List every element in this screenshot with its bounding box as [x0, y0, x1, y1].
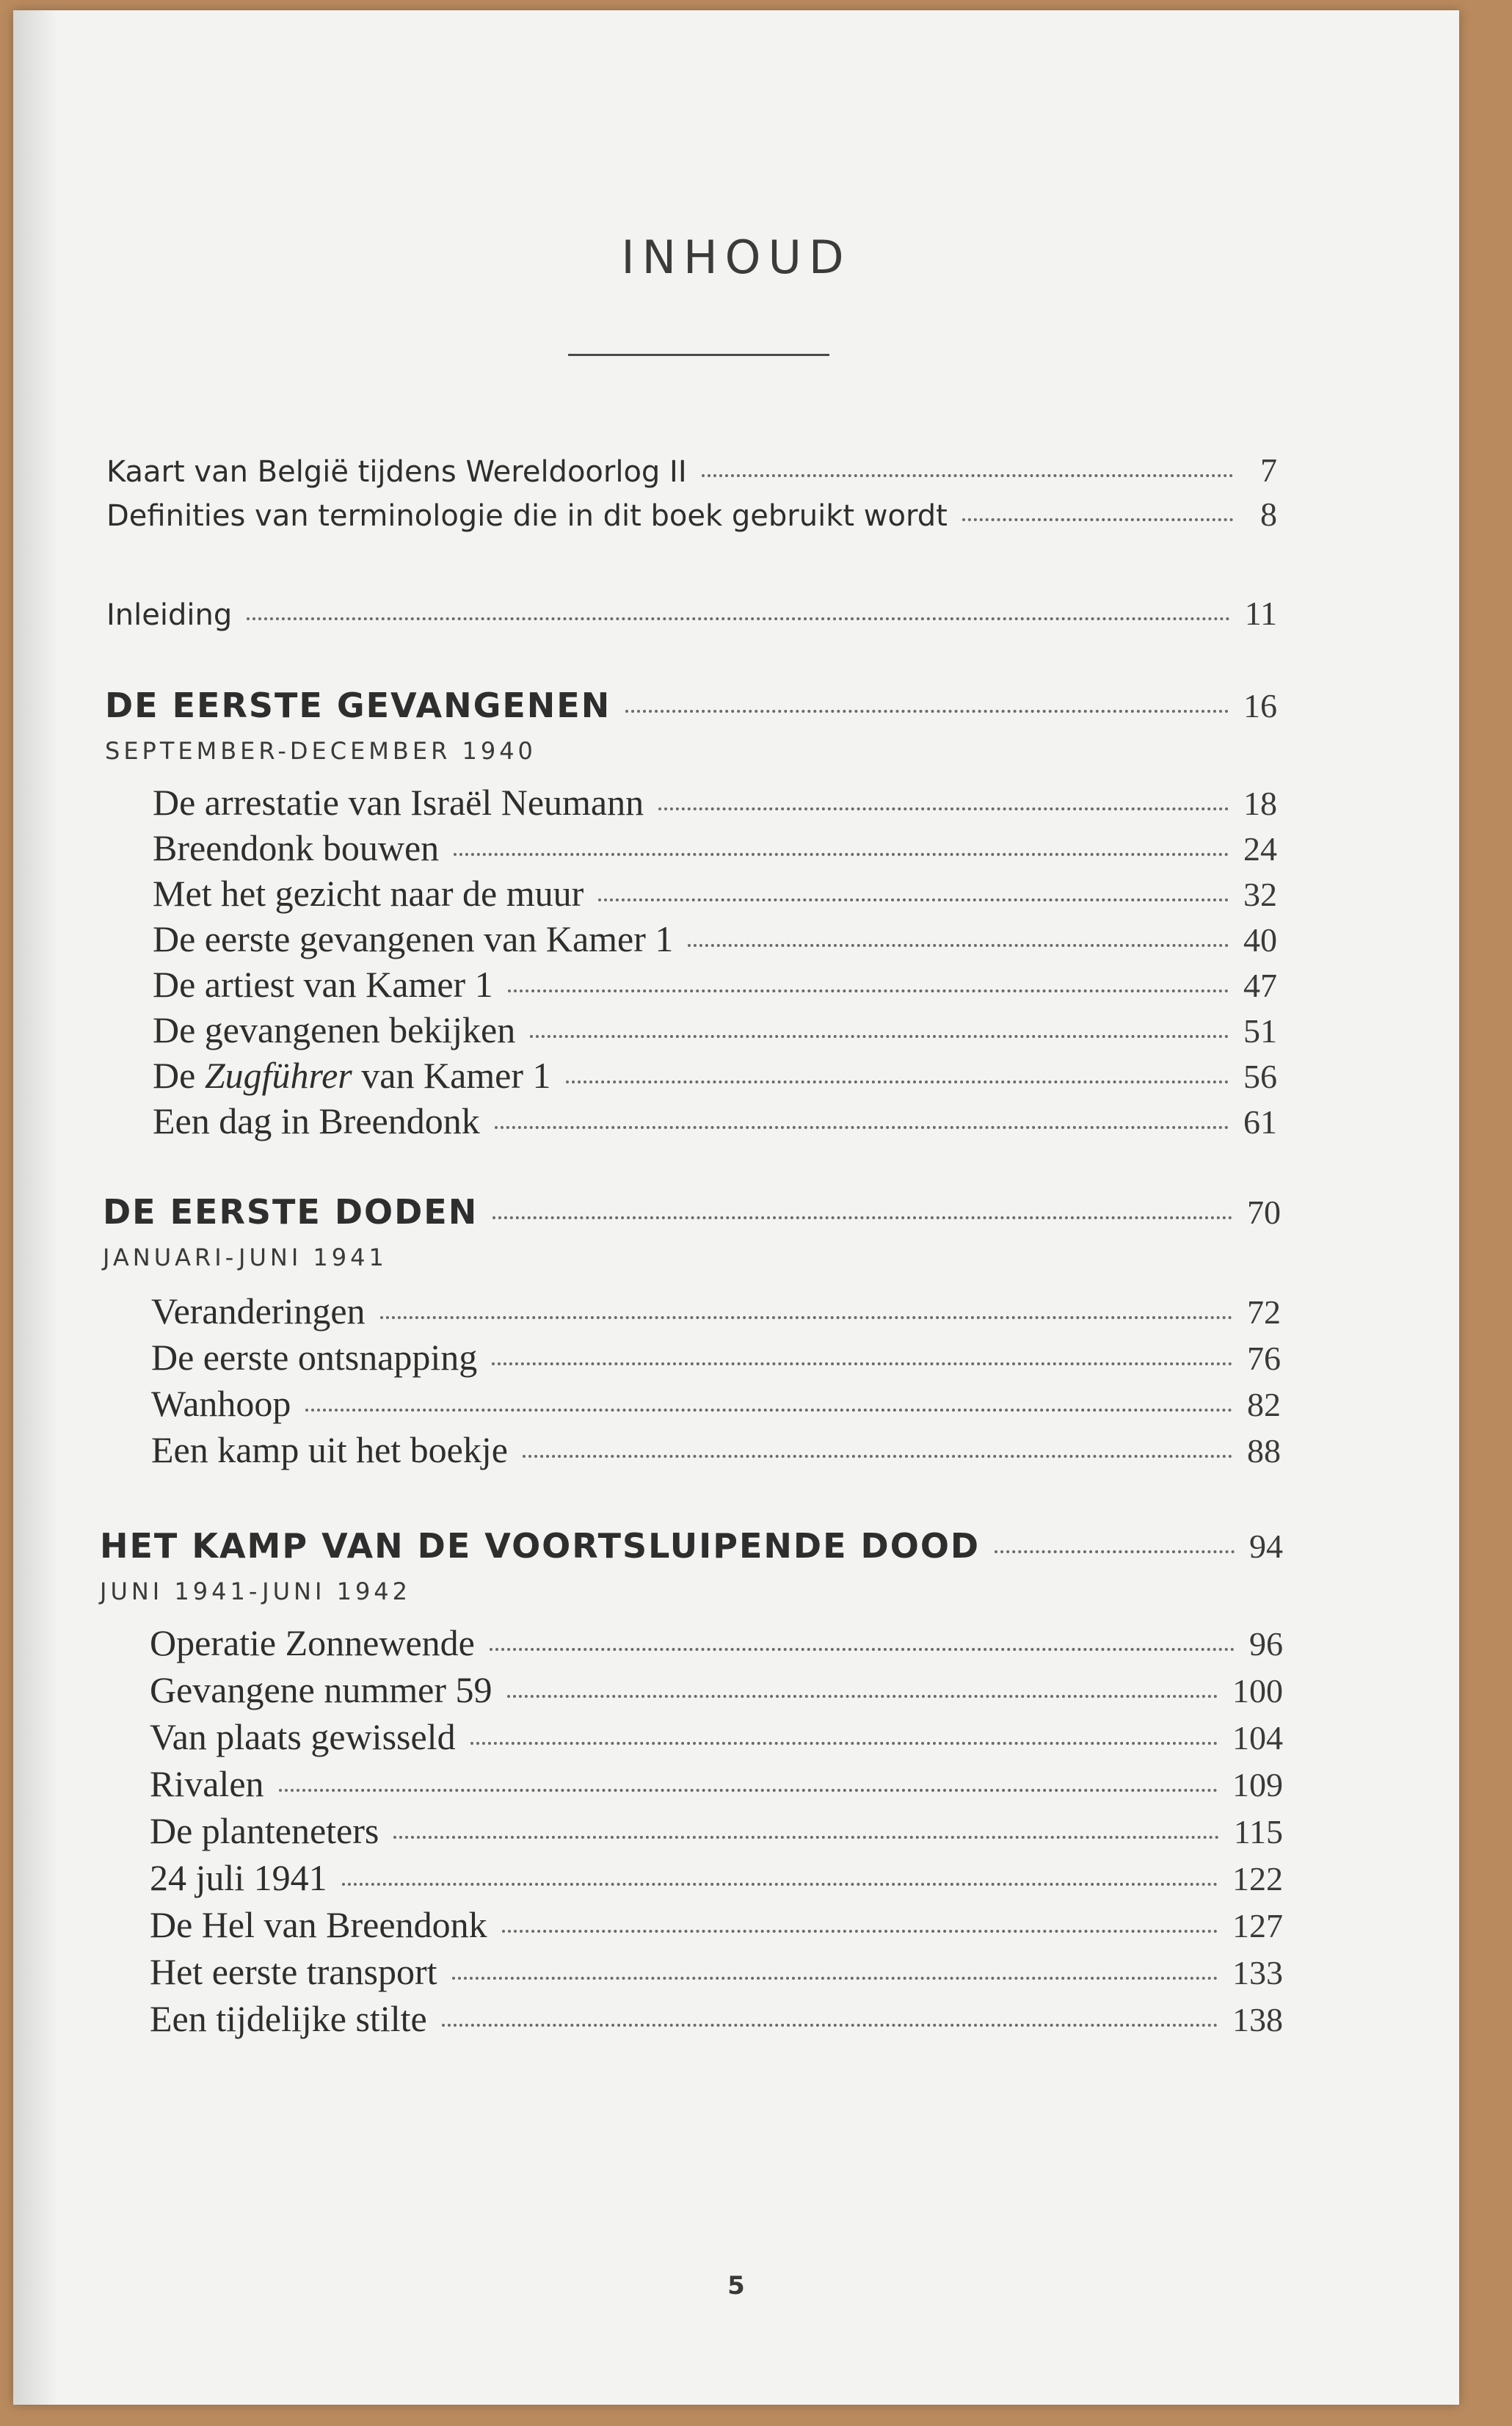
section-title: De eerste gevangenen van Kamer 1 [153, 918, 674, 959]
toc-section [151, 1290, 1281, 1334]
chapter-title: DE EERSTE DODEN [103, 1192, 479, 1232]
toc-entry-label: Definities van terminologie die in dit boek gebruikt wordt [106, 499, 948, 533]
chapter-heading [105, 686, 1277, 730]
toc-page-number: 127 [1232, 1907, 1283, 1944]
toc-page-number: 24 [1243, 830, 1277, 868]
section-title: Van plaats gewisseld [150, 1716, 456, 1757]
dot-leader [995, 1550, 1235, 1553]
section-title: Operatie Zonnewende [150, 1622, 475, 1663]
toc-section [153, 1054, 1277, 1098]
toc-page-number: 138 [1232, 2001, 1283, 2038]
toc-page-number: 47 [1243, 967, 1277, 1004]
dot-leader [625, 710, 1229, 713]
section-title: Breendonk bouwen [153, 827, 440, 868]
section-title: Het eerste transport [150, 1951, 437, 1992]
chapter-heading [100, 1526, 1283, 1570]
dot-leader [508, 989, 1229, 992]
toc-section [153, 918, 1277, 962]
toc-section [150, 1950, 1283, 1994]
toc-section [150, 1621, 1283, 1666]
section-title [153, 1054, 551, 1097]
dot-leader [470, 1742, 1218, 1745]
section-title: De planteneters [150, 1810, 379, 1851]
chapter-title: HET KAMP VAN DE VOORTSLUIPENDE DOOD [100, 1526, 981, 1566]
dot-leader [305, 1409, 1232, 1412]
toc-entry-definitions [106, 495, 1277, 539]
chapter-heading [103, 1192, 1281, 1236]
chapter-dates: JANUARI-JUNI 1941 [103, 1243, 388, 1271]
toc-page-number: 100 [1232, 1672, 1283, 1710]
dot-leader [598, 898, 1229, 901]
section-title: Veranderingen [151, 1290, 366, 1332]
toc-section [150, 1809, 1283, 1853]
section-title: 24 juli 1941 [150, 1857, 327, 1898]
chapter-dates: JUNI 1941-JUNI 1942 [100, 1577, 412, 1605]
toc-page-number: 82 [1247, 1386, 1281, 1423]
toc-page-number: 72 [1247, 1293, 1281, 1331]
toc-section [153, 963, 1277, 1007]
dot-leader [530, 1035, 1229, 1038]
dot-leader [393, 1836, 1218, 1839]
section-title-pre: De [153, 1055, 205, 1096]
toc-page-number: 96 [1249, 1625, 1283, 1663]
section-title: De gevangenen bekijken [153, 1009, 516, 1050]
toc-page-number: 40 [1243, 921, 1277, 959]
section-title: Een tijdelijke stilte [150, 1998, 427, 2039]
section-title: Een dag in Breendonk [153, 1100, 480, 1141]
toc-entry-introduction [106, 594, 1277, 638]
toc-section [151, 1382, 1281, 1426]
section-title: Wanhoop [151, 1383, 291, 1424]
dot-leader [702, 474, 1233, 477]
toc-section [153, 827, 1277, 871]
dot-leader [502, 1930, 1218, 1933]
toc-section [153, 1100, 1277, 1144]
section-title: Rivalen [150, 1763, 264, 1804]
toc-page-number: 70 [1247, 1194, 1281, 1231]
section-title: Met het gezicht naar de muur [153, 873, 584, 914]
toc-section [150, 1856, 1283, 1900]
toc-entry-label: Inleiding [106, 598, 233, 632]
dot-leader [962, 518, 1233, 521]
toc-page-number: 16 [1243, 687, 1277, 724]
section-title: De artiest van Kamer 1 [153, 964, 493, 1005]
dot-leader [490, 1648, 1235, 1651]
toc-section [151, 1336, 1281, 1380]
section-title-post: van Kamer 1 [352, 1055, 551, 1096]
dot-leader [380, 1316, 1232, 1319]
dot-leader [492, 1362, 1232, 1365]
toc-page-number: 115 [1233, 1813, 1283, 1851]
toc-section [150, 1715, 1283, 1759]
toc-page-number: 8 [1260, 495, 1277, 533]
toc-section [150, 1997, 1283, 2041]
toc-entry-map [106, 451, 1277, 495]
toc-page-number: 11 [1244, 595, 1277, 632]
book-page [13, 10, 1459, 2405]
toc-page-number: 18 [1243, 785, 1277, 822]
chapter-title: DE EERSTE GEVANGENEN [105, 686, 611, 725]
toc-page-number: 109 [1232, 1766, 1283, 1804]
toc-entry-label: Kaart van België tijdens Wereldoorlog II [106, 455, 687, 489]
toc-page-number: 133 [1232, 1954, 1283, 1991]
dot-leader [658, 807, 1229, 810]
title-rule [568, 354, 829, 356]
toc-page-number: 94 [1249, 1528, 1283, 1565]
section-title: De Hel van Breendonk [150, 1904, 487, 1945]
section-title: De eerste ontsnapping [151, 1337, 478, 1378]
dot-leader [452, 1977, 1218, 1980]
dot-leader [507, 1695, 1218, 1698]
toc-page-number: 32 [1243, 876, 1277, 913]
dot-leader [454, 853, 1229, 856]
toc-section [150, 1903, 1283, 1947]
section-title: De arrestatie van Israël Neumann [153, 782, 644, 823]
toc-page-number: 61 [1243, 1103, 1277, 1141]
section-title: Een kamp uit het boekje [151, 1429, 508, 1470]
toc-section [153, 781, 1277, 825]
toc-section [153, 1009, 1277, 1053]
dot-leader [523, 1455, 1232, 1458]
section-title-italic: Zugführer [204, 1055, 352, 1096]
dot-leader [495, 1126, 1229, 1129]
toc-section [151, 1428, 1281, 1472]
dot-leader [493, 1216, 1232, 1219]
toc-section [150, 1762, 1283, 1806]
toc-section [150, 1668, 1283, 1713]
dot-leader [566, 1081, 1229, 1083]
dot-leader [688, 944, 1229, 947]
toc-page-number: 104 [1232, 1719, 1283, 1757]
toc-section [153, 872, 1277, 916]
dot-leader [342, 1883, 1218, 1886]
dot-leader [279, 1789, 1218, 1792]
page-number: 5 [727, 2271, 745, 2300]
toc-page-number: 122 [1232, 1860, 1283, 1897]
page-title: INHOUD [621, 230, 851, 284]
dot-leader [247, 617, 1229, 620]
chapter-dates: SEPTEMBER-DECEMBER 1940 [105, 737, 537, 765]
toc-page-number: 76 [1247, 1340, 1281, 1377]
toc-page-number: 51 [1243, 1012, 1277, 1050]
section-title: Gevangene nummer 59 [150, 1669, 493, 1710]
toc-page-number: 88 [1247, 1432, 1281, 1470]
dot-leader [442, 2024, 1218, 2027]
toc-page-number: 7 [1260, 451, 1277, 489]
toc-page-number: 56 [1243, 1058, 1277, 1095]
